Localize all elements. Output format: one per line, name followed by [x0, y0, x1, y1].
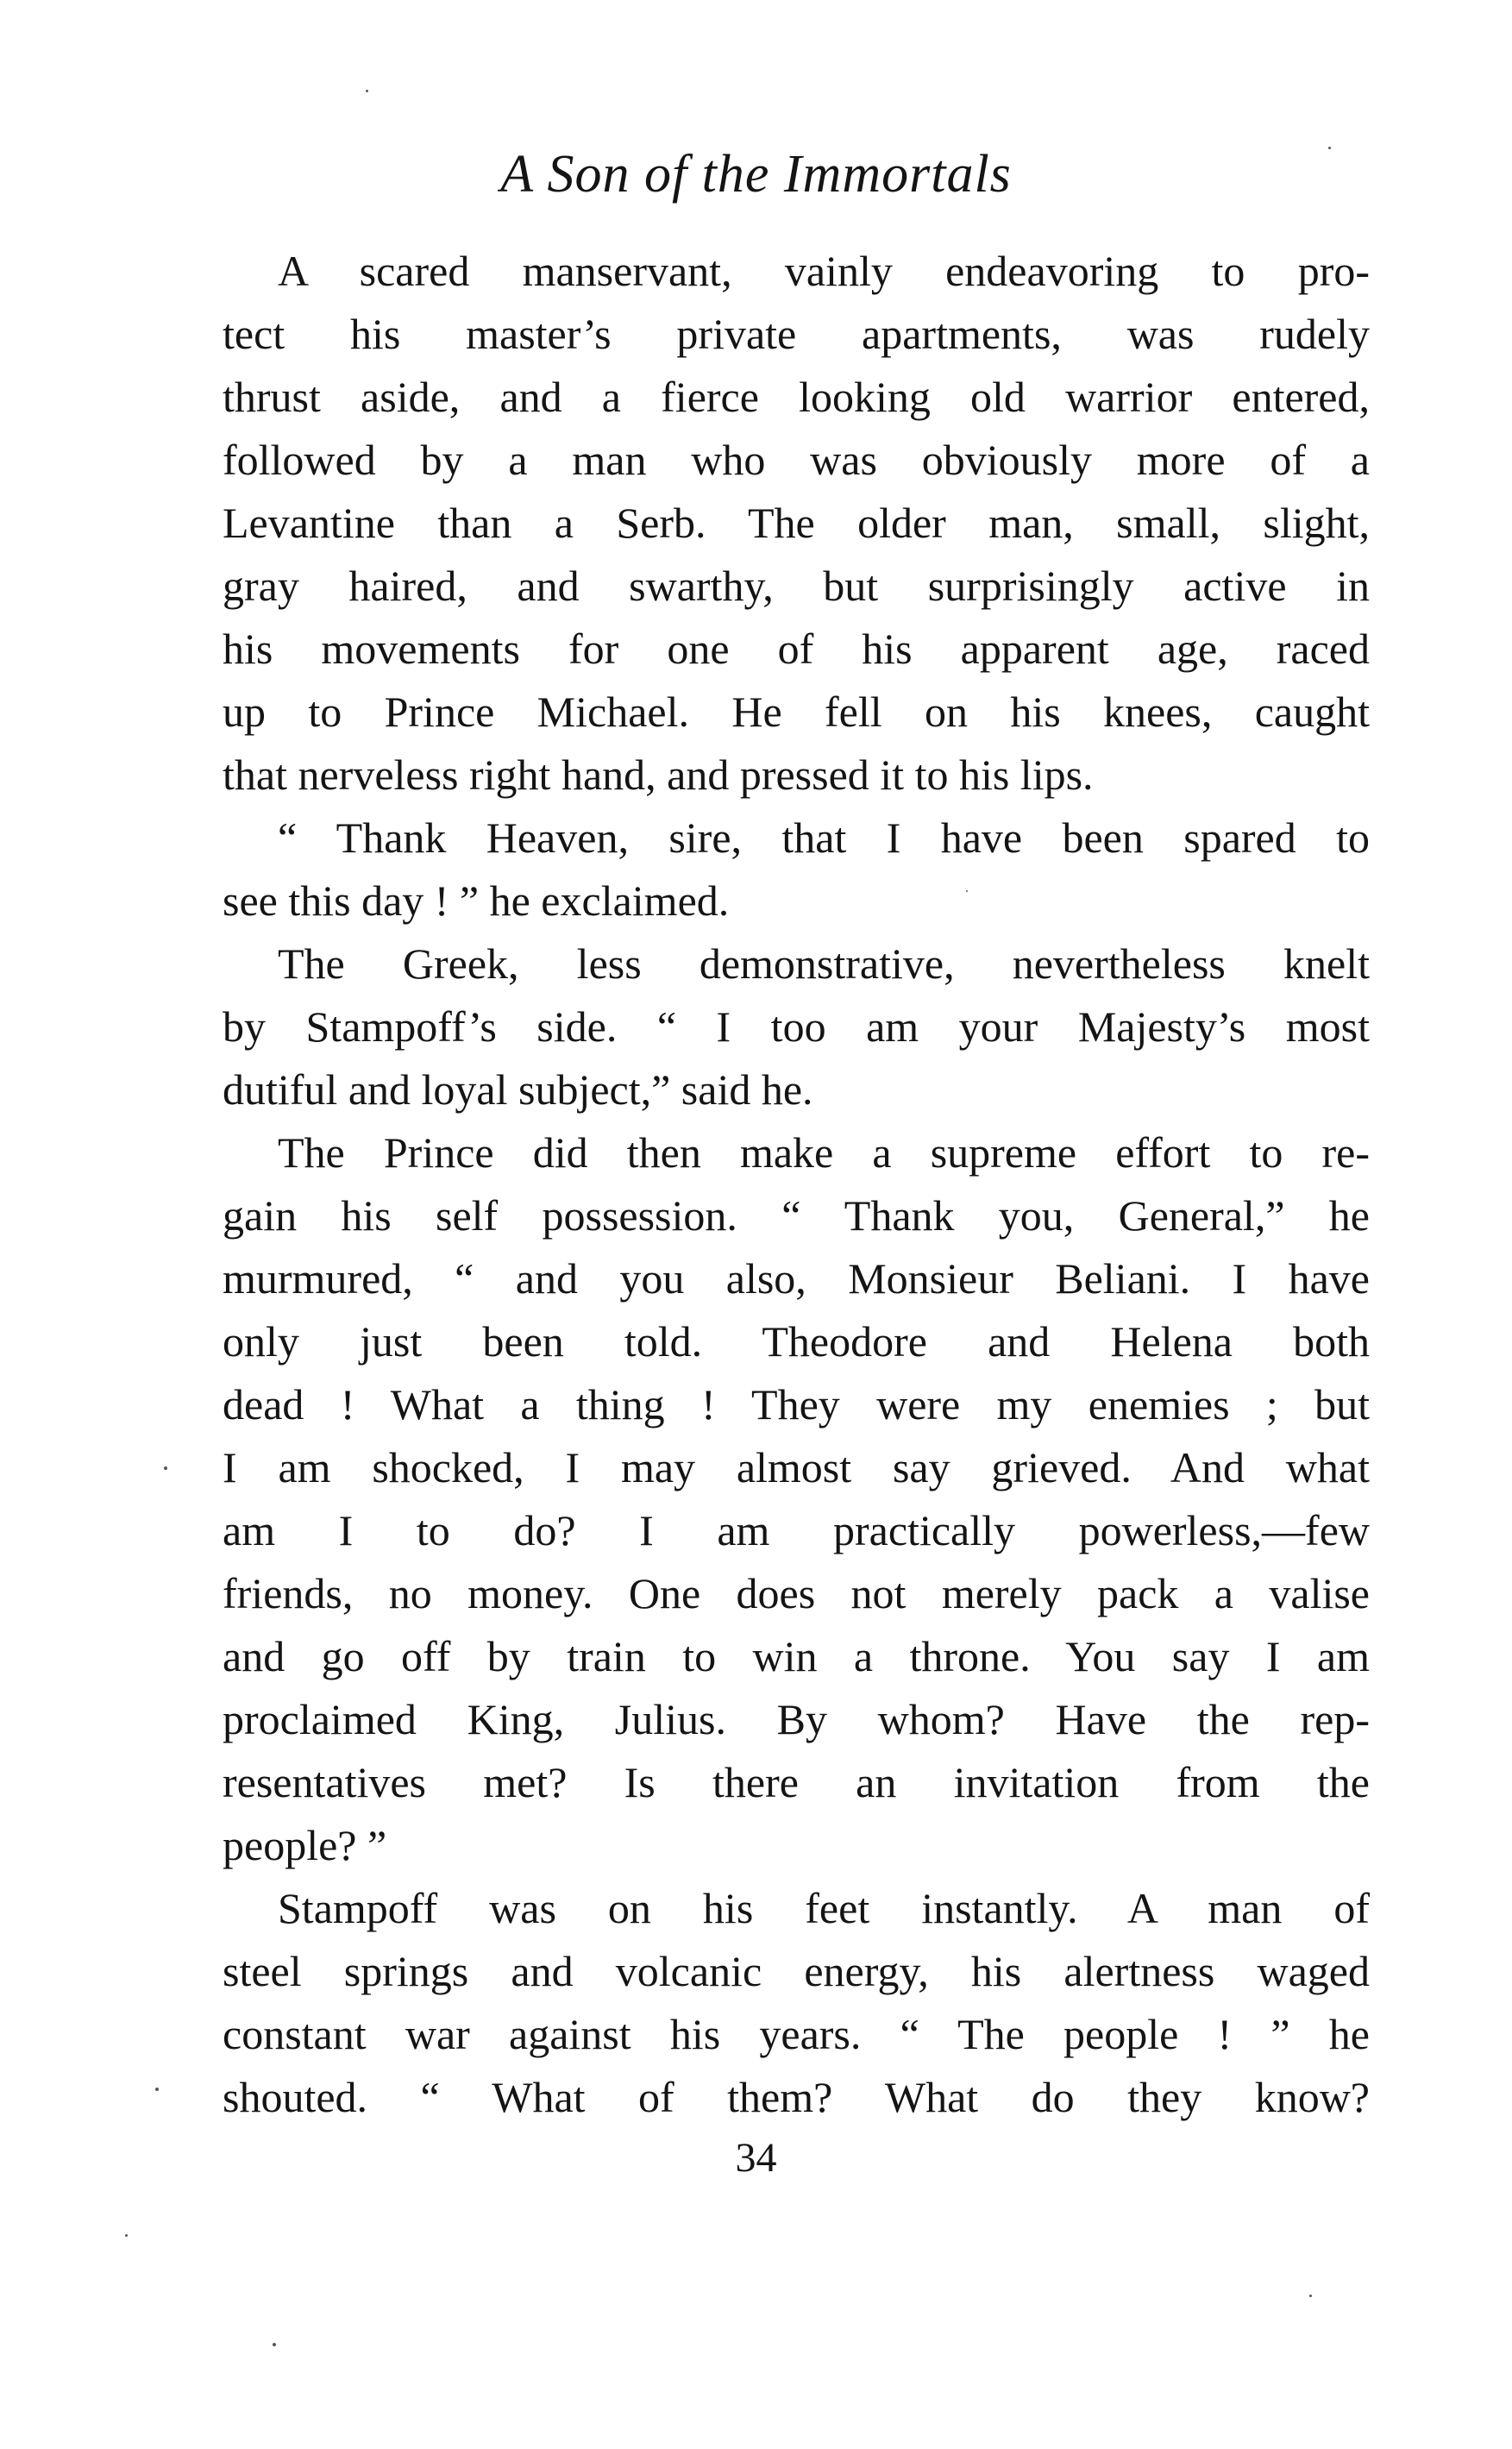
text-line: The Greek, less demonstrative, nevertheless knelt [278, 939, 1370, 988]
text-line: steel springs and volcanic energy, his alertness waged [223, 1947, 1370, 1995]
text-line: that nerveless right hand, and pressed it to his lips. [223, 750, 1094, 799]
scan-speck [966, 890, 968, 892]
text-line: I am shocked, I may almost say grieved. And what [223, 1443, 1370, 1491]
scan-speck [273, 2343, 276, 2346]
text-line: am I to do? I am practically powerless,—few [223, 1506, 1370, 1554]
text-line: murmured, “ and you also, Monsieur Beliani. I have [223, 1254, 1370, 1303]
text-line: A scared manservant, vainly endeavoring to pro- [278, 247, 1370, 295]
text-line: dutiful and loyal subject,” said he. [223, 1065, 813, 1114]
text-line: Stampoff was on his feet instantly. A man of [278, 1884, 1370, 1932]
text-line: thrust aside, and a fierce looking old warrior entered, [223, 373, 1370, 421]
text-line: gray haired, and swarthy, but surprisingly active in [223, 562, 1370, 610]
text-line: shouted. “ What of them? What do they know? [223, 2073, 1370, 2121]
text-line: people? ” [223, 1821, 387, 1869]
text-line: proclaimed King, Julius. By whom? Have the rep- [223, 1695, 1370, 1743]
text-line: by Stampoff’s side. “ I too am your Majesty’s most [223, 1002, 1370, 1051]
text-line: “ Thank Heaven, sire, that I have been spared to [278, 813, 1370, 862]
running-head: A Son of the Immortals [500, 145, 1012, 204]
text-line: up to Prince Michael. He fell on his knees, caught [223, 688, 1370, 736]
text-line: Levantine than a Serb. The older man, small, slight, [223, 499, 1370, 547]
scan-speck [155, 2088, 159, 2091]
scan-speck [1309, 2295, 1312, 2297]
text-line: see this day ! ” he exclaimed. [223, 876, 730, 925]
scan-speck [366, 90, 368, 92]
text-line: gain his self possession. “ Thank you, General,” he [223, 1191, 1370, 1240]
scan-speck [164, 1466, 167, 1470]
text-line: The Prince did then make a supreme effort to re- [278, 1128, 1370, 1177]
text-line: and go off by train to win a throne. You say I am [223, 1632, 1370, 1680]
text-line: resentatives met? Is there an invitation from the [223, 1758, 1370, 1806]
text-line: constant war against his years. “ The people ! ” he [223, 2010, 1370, 2058]
body-text [223, 240, 1370, 2129]
text-line: friends, no money. One does not merely pack a valise [223, 1569, 1370, 1617]
text-line: dead ! What a thing ! They were my enemies ; but [223, 1380, 1370, 1429]
page-number: 34 [735, 2135, 777, 2181]
scan-speck [125, 2234, 128, 2237]
scan-speck [1328, 147, 1331, 149]
text-line: tect his master’s private apartments, was rudely [223, 310, 1370, 358]
text-line: followed by a man who was obviously more of a [223, 436, 1370, 484]
text-line: his movements for one of his apparent age, raced [223, 625, 1370, 673]
text-line: only just been told. Theodore and Helena both [223, 1317, 1370, 1366]
